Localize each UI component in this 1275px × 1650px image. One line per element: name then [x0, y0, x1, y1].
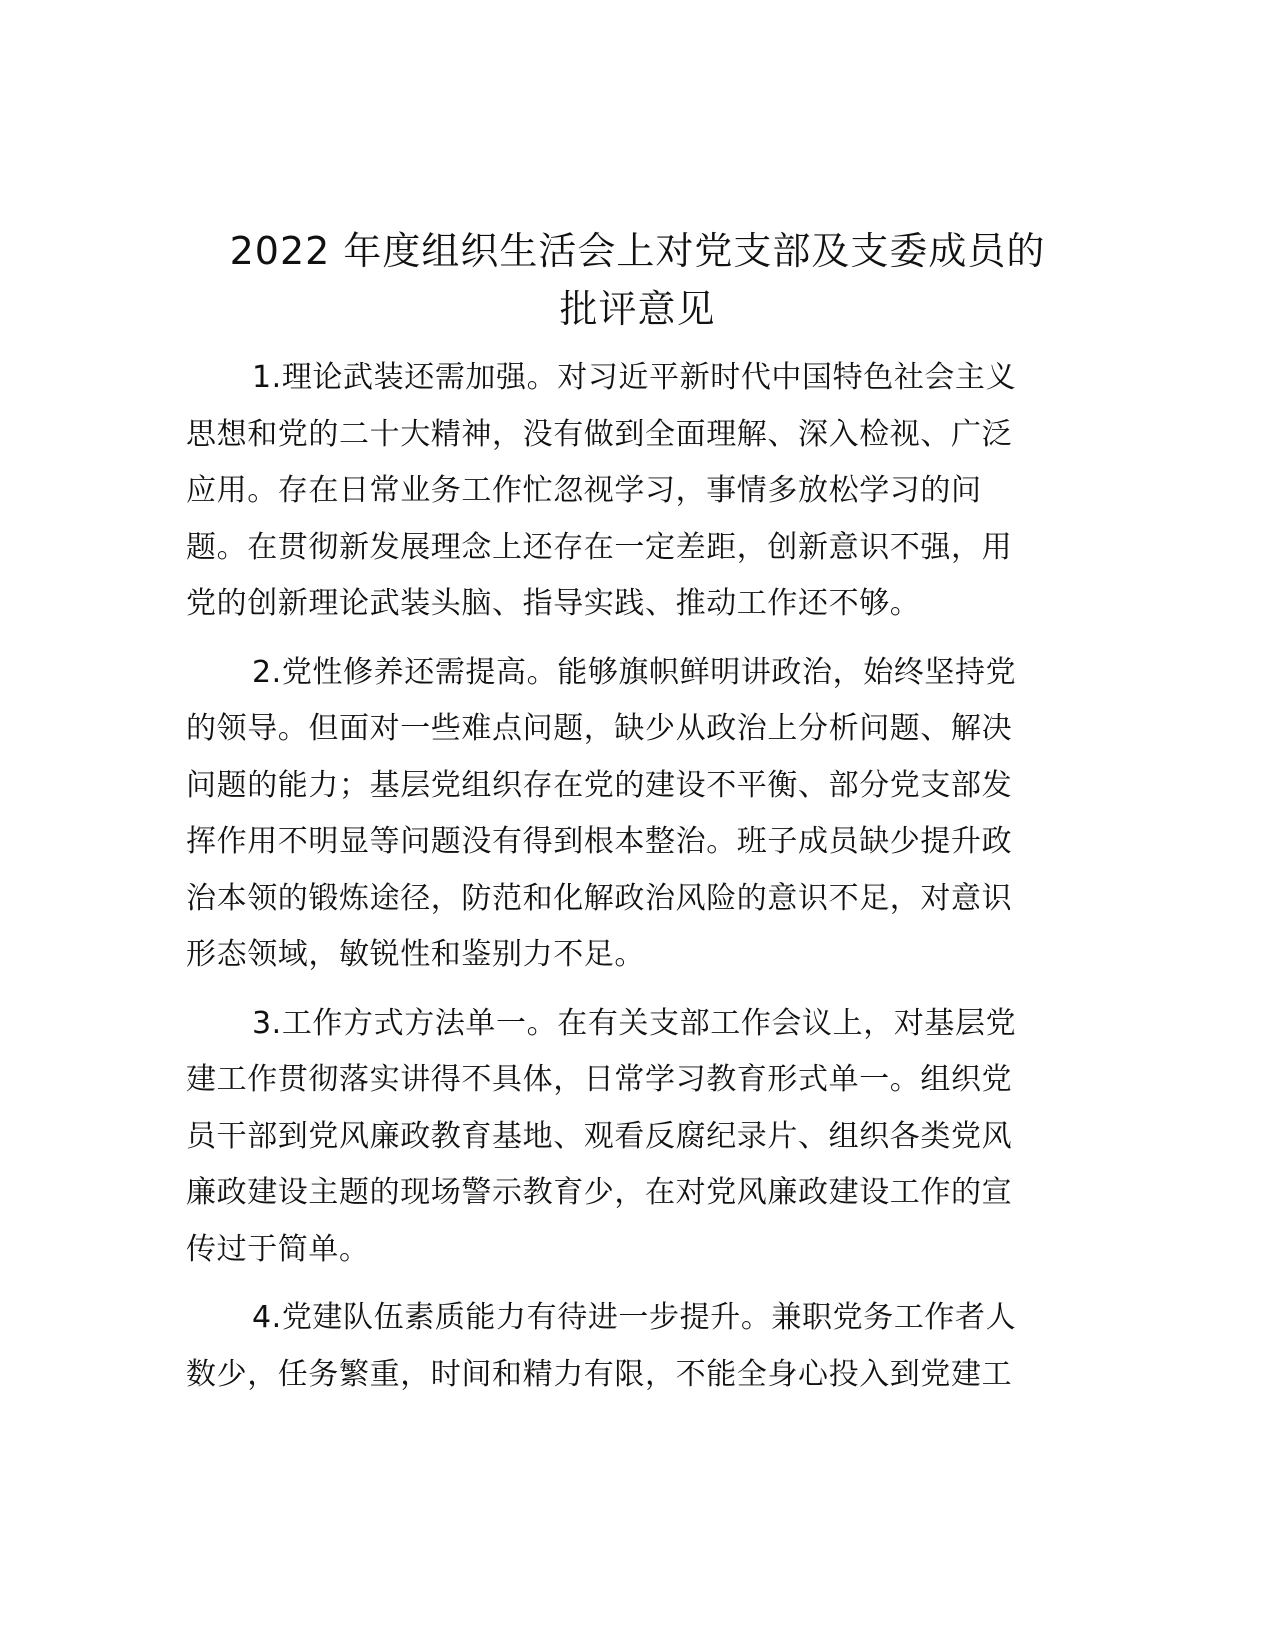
paragraph-2 — [186, 645, 1086, 984]
text-line: 建工作贯彻落实讲得不具体，日常学习教育形式单一。组织党 — [186, 1062, 1013, 1097]
title-line-2: 批评意见 — [559, 287, 716, 331]
text-line: 员干部到党风廉政教育基地、观看反腐纪录片、组织各类党风 — [186, 1118, 1013, 1154]
text-line: 思想和党的二十大精神，没有做到全面理解、深入检视、广泛 — [186, 416, 1013, 452]
document-body — [186, 350, 1086, 1415]
paragraph-1 — [186, 350, 1086, 633]
text-line: 题。在贯彻新发展理念上还存在一定差距，创新意识不强，用 — [186, 529, 1013, 565]
text-line: 3.工作方式方法单一。在有关支部工作会议上，对基层党 — [252, 1005, 1017, 1041]
text-line: 1.理论武装还需加强。对习近平新时代中国特色社会主义 — [252, 360, 1017, 395]
paragraph-4 — [186, 1290, 1086, 1403]
text-line: 数少，任务繁重，时间和精力有限，不能全身心投入到党建工 — [186, 1356, 1013, 1392]
document-title — [150, 222, 1125, 338]
text-line: 治本领的锻炼途径，防范和化解政治风险的意识不足，对意识 — [186, 880, 1013, 916]
text-line: 形态领域，敏锐性和鉴别力不足。 — [186, 937, 645, 972]
text-line: 的领导。但面对一些难点问题，缺少从政治上分析问题、解决 — [186, 711, 1013, 746]
text-line: 挥作用不明显等问题没有得到根本整治。班子成员缺少提升政 — [186, 824, 1013, 859]
text-line: 传过于简单。 — [186, 1231, 370, 1267]
text-line: 4.党建队伍素质能力有待进一步提升。兼职党务工作者人 — [252, 1300, 1017, 1335]
text-line: 廉政建设主题的现场警示教育少，在对党风廉政建设工作的宣 — [186, 1175, 1013, 1210]
text-line: 党的创新理论武装头脑、指导实践、推动工作还不够。 — [186, 586, 921, 621]
text-line: 2.党性修养还需提高。能够旗帜鲜明讲政治，始终坚持党 — [252, 654, 1017, 690]
text-line: 问题的能力；基层党组织存在党的建设不平衡、部分党支部发 — [186, 767, 1013, 803]
paragraph-3 — [186, 996, 1086, 1279]
title-line-1: 2022 年度组织生活会上对党支部及支委成员的 — [229, 229, 1046, 273]
text-line: 应用。存在日常业务工作忙忽视学习，事情多放松学习的问 — [186, 473, 982, 508]
